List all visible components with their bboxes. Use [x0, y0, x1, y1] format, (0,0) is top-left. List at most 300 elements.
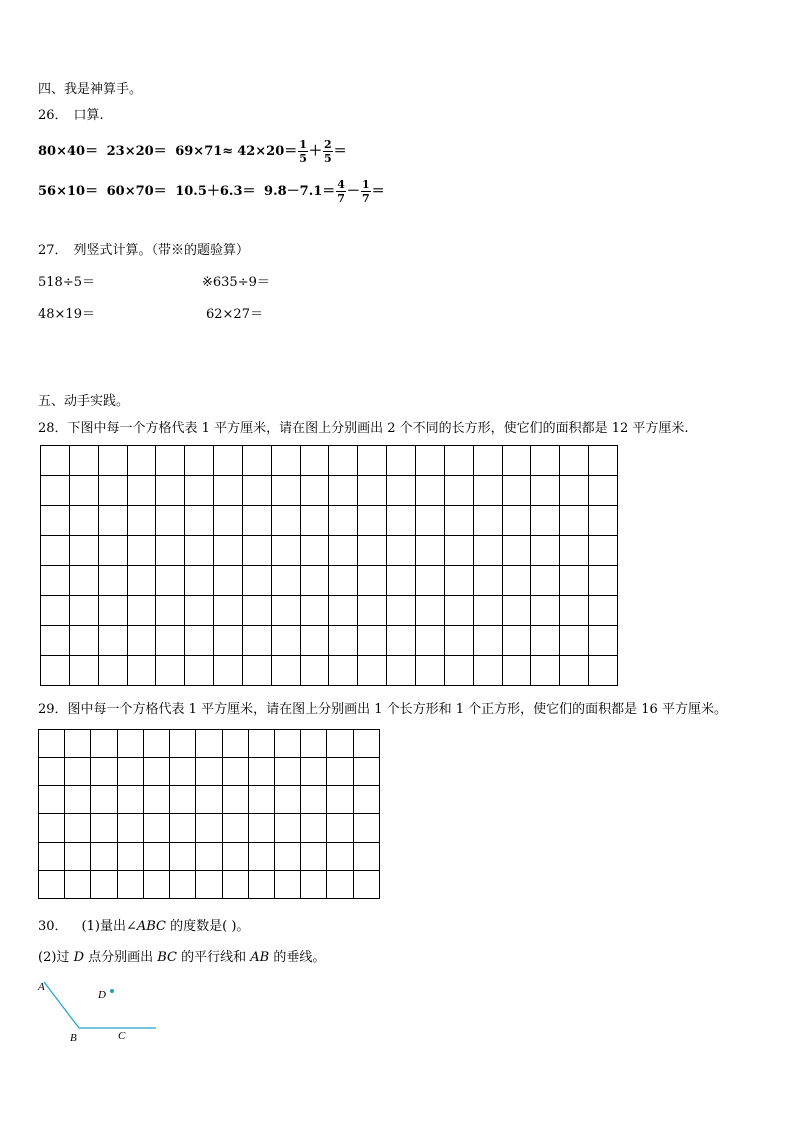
grid-cell	[271, 566, 300, 596]
grid-cell	[170, 870, 196, 898]
grid-cell	[415, 506, 444, 536]
grid-row	[41, 446, 618, 476]
grid-cell	[65, 758, 91, 786]
point-d-ref: D	[73, 950, 84, 965]
equals: ＝	[333, 144, 347, 159]
grid-cell	[156, 506, 185, 536]
grid-cell	[214, 506, 243, 536]
grid-cell	[248, 814, 274, 842]
grid-cell	[156, 656, 185, 686]
grid-cell	[271, 656, 300, 686]
grid-cell	[39, 730, 65, 758]
grid-cell	[473, 506, 502, 536]
grid-cell	[415, 596, 444, 626]
grid-cell	[127, 476, 156, 506]
q27-title-line	[38, 239, 249, 258]
grid-cell	[170, 814, 196, 842]
grid-cell	[301, 870, 327, 898]
q26-title-line	[38, 104, 104, 123]
grid-cell	[170, 786, 196, 814]
grid-cell	[69, 476, 98, 506]
grid-cell	[300, 536, 329, 566]
grid-row	[41, 656, 618, 686]
grid-cell	[502, 476, 531, 506]
grid-cell	[98, 626, 127, 656]
grid-cell	[353, 870, 379, 898]
grid-cell	[41, 566, 70, 596]
segment-bc-ref: BC	[157, 950, 178, 965]
grid-cell	[98, 536, 127, 566]
grid-row	[41, 596, 618, 626]
grid-cell	[329, 626, 358, 656]
grid-cell	[91, 814, 117, 842]
grid-cell	[91, 870, 117, 898]
grid-cell	[415, 566, 444, 596]
grid-cell	[301, 842, 327, 870]
grid-cell	[41, 656, 70, 686]
grid-cell	[185, 656, 214, 686]
grid-cell	[222, 870, 248, 898]
grid-cell	[98, 566, 127, 596]
grid-cell	[358, 536, 387, 566]
point-d	[110, 989, 114, 993]
fraction: $\frac{4}{7}$	[337, 178, 345, 205]
q29-grid	[38, 729, 380, 899]
grid-cell	[242, 536, 271, 566]
grid-cell	[127, 656, 156, 686]
fraction: $\frac{2}{5}$	[323, 138, 332, 165]
grid-cell	[242, 446, 271, 476]
q30-part2-suffix: 的垂线。	[269, 950, 326, 965]
grid-cell	[473, 566, 502, 596]
grid-cell	[65, 814, 91, 842]
grid-cell	[589, 476, 618, 506]
q30-part1-prefix: (1)量出∠	[81, 919, 137, 934]
grid-cell	[98, 506, 127, 536]
grid-cell	[444, 476, 473, 506]
grid-cell	[170, 842, 196, 870]
grid-cell	[185, 566, 214, 596]
grid-cell	[274, 870, 300, 898]
grid-cell	[156, 566, 185, 596]
q27-title: 列竖式计算。（带※的题验算）	[73, 243, 250, 258]
grid-cell	[353, 758, 379, 786]
grid-cell	[41, 596, 70, 626]
grid-cell	[473, 446, 502, 476]
grid-cell	[98, 656, 127, 686]
grid-cell	[248, 730, 274, 758]
q26-expr: 42×20＝	[237, 144, 298, 159]
grid-cell	[143, 814, 169, 842]
grid-cell	[65, 842, 91, 870]
grid-cell	[39, 758, 65, 786]
grid-cell	[444, 626, 473, 656]
grid-cell	[117, 730, 143, 758]
grid-cell	[415, 536, 444, 566]
grid-row	[41, 566, 618, 596]
grid-row	[41, 536, 618, 566]
grid-cell	[185, 506, 214, 536]
q27-item: 518÷5＝	[38, 275, 95, 290]
grid-cell	[156, 626, 185, 656]
grid-cell	[185, 626, 214, 656]
grid-cell	[214, 446, 243, 476]
q30-part2-mid2: 的平行线和	[177, 950, 251, 965]
grid-cell	[353, 814, 379, 842]
grid-cell	[98, 476, 127, 506]
grid-cell	[300, 566, 329, 596]
grid-row	[39, 842, 380, 870]
segment-ab-ref: AB	[250, 950, 270, 965]
grid-cell	[91, 730, 117, 758]
grid-cell	[271, 476, 300, 506]
grid-cell	[127, 566, 156, 596]
grid-cell	[415, 476, 444, 506]
grid-cell	[589, 626, 618, 656]
grid-cell	[214, 476, 243, 506]
grid-cell	[65, 870, 91, 898]
grid-cell	[387, 506, 416, 536]
q26-expr: 23×20＝	[106, 144, 167, 159]
grid-cell	[242, 596, 271, 626]
grid-cell	[353, 786, 379, 814]
grid-cell	[143, 730, 169, 758]
grid-cell	[143, 786, 169, 814]
grid-cell	[222, 786, 248, 814]
grid-cell	[444, 566, 473, 596]
grid-row	[41, 506, 618, 536]
grid-cell	[69, 626, 98, 656]
grid-cell	[271, 536, 300, 566]
grid-cell	[117, 758, 143, 786]
grid-cell	[473, 476, 502, 506]
grid-cell	[358, 656, 387, 686]
grid-cell	[531, 476, 560, 506]
q27-item: ※635÷9＝	[202, 275, 270, 290]
grid-cell	[387, 656, 416, 686]
grid-cell	[473, 626, 502, 656]
grid-cell	[358, 626, 387, 656]
grid-row	[39, 786, 380, 814]
grid-cell	[531, 566, 560, 596]
grid-cell	[502, 656, 531, 686]
q30-part2-prefix: (2)过	[38, 950, 74, 965]
grid-cell	[502, 596, 531, 626]
grid-cell	[444, 656, 473, 686]
grid-cell	[300, 596, 329, 626]
grid-cell	[327, 786, 353, 814]
grid-cell	[531, 506, 560, 536]
q30-part1-suffix: 的度数是( )。	[166, 919, 250, 934]
grid-cell	[327, 758, 353, 786]
q27-number: 27．	[38, 243, 68, 258]
grid-cell	[274, 842, 300, 870]
grid-cell	[242, 476, 271, 506]
grid-cell	[301, 758, 327, 786]
grid-cell	[242, 656, 271, 686]
grid-cell	[358, 446, 387, 476]
grid-cell	[91, 842, 117, 870]
grid-cell	[387, 626, 416, 656]
grid-cell	[415, 446, 444, 476]
grid-cell	[327, 842, 353, 870]
grid-cell	[589, 596, 618, 626]
grid-cell	[473, 536, 502, 566]
grid-cell	[329, 446, 358, 476]
grid-cell	[329, 566, 358, 596]
grid-cell	[589, 536, 618, 566]
grid-cell	[560, 476, 589, 506]
q26-expr: 60×70＝	[106, 184, 167, 199]
grid-cell	[502, 626, 531, 656]
grid-cell	[185, 446, 214, 476]
grid-cell	[156, 596, 185, 626]
grid-cell	[444, 446, 473, 476]
grid-cell	[387, 566, 416, 596]
grid-cell	[214, 626, 243, 656]
q26-row1	[38, 138, 347, 165]
grid-cell	[301, 730, 327, 758]
q30-part2-mid1: 点分别画出	[84, 950, 158, 965]
grid-cell	[473, 656, 502, 686]
grid-row	[41, 626, 618, 656]
fraction: $\frac{1}{5}$	[299, 138, 307, 165]
grid-cell	[274, 786, 300, 814]
grid-row	[39, 758, 380, 786]
grid-cell	[589, 506, 618, 536]
grid-cell	[387, 536, 416, 566]
grid-cell	[329, 656, 358, 686]
grid-cell	[560, 566, 589, 596]
operator: ＋	[308, 144, 322, 159]
q26-row2	[38, 178, 385, 205]
grid-row	[39, 814, 380, 842]
grid-cell	[560, 626, 589, 656]
grid-cell	[69, 506, 98, 536]
grid-cell	[329, 506, 358, 536]
grid-cell	[301, 814, 327, 842]
q26-expr: 9.8－7.1＝	[264, 184, 336, 199]
grid-cell	[300, 626, 329, 656]
angle-figure	[30, 975, 170, 1045]
grid-cell	[39, 814, 65, 842]
grid-cell	[329, 536, 358, 566]
angle-name: ABC	[136, 919, 166, 934]
grid-cell	[387, 476, 416, 506]
grid-cell	[560, 656, 589, 686]
grid-cell	[196, 786, 222, 814]
grid-cell	[98, 446, 127, 476]
grid-cell	[502, 506, 531, 536]
grid-cell	[387, 446, 416, 476]
grid-cell	[300, 506, 329, 536]
label-b: B	[70, 1032, 77, 1044]
grid-cell	[69, 596, 98, 626]
grid-cell	[444, 536, 473, 566]
operator: －	[346, 184, 360, 199]
grid-cell	[415, 626, 444, 656]
grid-row	[41, 476, 618, 506]
grid-cell	[41, 626, 70, 656]
grid-cell	[271, 446, 300, 476]
grid-cell	[274, 730, 300, 758]
grid-cell	[560, 446, 589, 476]
grid-cell	[127, 596, 156, 626]
grid-row	[39, 870, 380, 898]
grid-cell	[222, 758, 248, 786]
q26-expr: 10.5＋6.3＝	[175, 184, 256, 199]
q26-expr: 56×10＝	[38, 184, 99, 199]
grid-cell	[248, 842, 274, 870]
grid-cell	[444, 506, 473, 536]
grid-cell	[353, 842, 379, 870]
q27-item: 48×19＝	[38, 307, 95, 322]
grid-cell	[117, 814, 143, 842]
grid-cell	[531, 596, 560, 626]
grid-cell	[327, 730, 353, 758]
grid-cell	[214, 566, 243, 596]
grid-cell	[117, 842, 143, 870]
grid-cell	[170, 758, 196, 786]
grid-cell	[589, 566, 618, 596]
grid-cell	[170, 730, 196, 758]
grid-cell	[502, 446, 531, 476]
grid-cell	[39, 786, 65, 814]
label-d: D	[98, 989, 106, 1001]
grid-cell	[65, 730, 91, 758]
grid-cell	[531, 446, 560, 476]
grid-cell	[117, 786, 143, 814]
grid-cell	[473, 596, 502, 626]
q26-expr: 69×71≈	[175, 144, 234, 159]
grid-row	[39, 730, 380, 758]
grid-cell	[358, 476, 387, 506]
grid-cell	[502, 566, 531, 596]
label-c: C	[118, 1030, 126, 1042]
grid-cell	[271, 506, 300, 536]
grid-cell	[531, 656, 560, 686]
grid-cell	[39, 842, 65, 870]
grid-cell	[248, 786, 274, 814]
section4-heading: 四、我是神算手。	[38, 82, 143, 97]
grid-cell	[143, 842, 169, 870]
grid-cell	[196, 814, 222, 842]
grid-cell	[41, 506, 70, 536]
grid-cell	[242, 626, 271, 656]
grid-cell	[531, 536, 560, 566]
grid-cell	[248, 870, 274, 898]
q26-title: 口算.	[73, 108, 104, 123]
grid-cell	[222, 730, 248, 758]
grid-cell	[327, 870, 353, 898]
grid-cell	[444, 596, 473, 626]
grid-cell	[156, 476, 185, 506]
grid-cell	[127, 446, 156, 476]
grid-cell	[196, 842, 222, 870]
equals: ＝	[371, 184, 385, 199]
q29-text: 29．图中每一个方格代表 1 平方厘米，请在图上分别画出 1 个长方形和 1 个正方形，使它们的面积都是 16 平方厘米。	[38, 702, 727, 717]
grid-cell	[271, 596, 300, 626]
segment-ab	[44, 982, 79, 1028]
grid-cell	[274, 814, 300, 842]
grid-cell	[353, 730, 379, 758]
grid-cell	[143, 870, 169, 898]
grid-cell	[358, 506, 387, 536]
grid-cell	[327, 814, 353, 842]
grid-cell	[127, 536, 156, 566]
grid-cell	[41, 536, 70, 566]
grid-cell	[69, 446, 98, 476]
grid-cell	[69, 536, 98, 566]
fraction: $\frac{1}{7}$	[361, 178, 370, 205]
q28-grid	[40, 445, 618, 686]
grid-cell	[185, 536, 214, 566]
grid-cell	[242, 566, 271, 596]
grid-cell	[242, 506, 271, 536]
section5-heading: 五、动手实践。	[38, 394, 130, 409]
grid-cell	[300, 656, 329, 686]
grid-cell	[156, 446, 185, 476]
grid-cell	[358, 566, 387, 596]
grid-cell	[91, 786, 117, 814]
grid-cell	[185, 476, 214, 506]
q30-part2	[38, 946, 325, 965]
grid-cell	[39, 870, 65, 898]
grid-cell	[560, 536, 589, 566]
grid-cell	[560, 596, 589, 626]
grid-cell	[502, 536, 531, 566]
grid-cell	[196, 730, 222, 758]
grid-cell	[214, 536, 243, 566]
grid-cell	[127, 506, 156, 536]
grid-cell	[222, 814, 248, 842]
q30-number: 30．	[38, 919, 68, 934]
grid-cell	[98, 596, 127, 626]
grid-cell	[387, 596, 416, 626]
grid-cell	[560, 506, 589, 536]
grid-cell	[271, 626, 300, 656]
grid-cell	[300, 476, 329, 506]
q28-text: 28．下图中每一个方格代表 1 平方厘米，请在图上分别画出 2 个不同的长方形，使它们的面积都是 12 平方厘米.	[38, 421, 689, 436]
grid-cell	[329, 596, 358, 626]
grid-cell	[222, 842, 248, 870]
q30-part1	[38, 915, 249, 934]
label-a: A	[38, 981, 45, 993]
q26-number: 26．	[38, 108, 68, 123]
grid-cell	[69, 566, 98, 596]
grid-cell	[358, 596, 387, 626]
grid-cell	[69, 656, 98, 686]
grid-cell	[300, 446, 329, 476]
grid-cell	[156, 536, 185, 566]
grid-cell	[589, 446, 618, 476]
grid-cell	[196, 758, 222, 786]
grid-cell	[41, 476, 70, 506]
grid-cell	[248, 758, 274, 786]
grid-cell	[143, 758, 169, 786]
grid-cell	[214, 656, 243, 686]
grid-cell	[301, 786, 327, 814]
grid-cell	[589, 656, 618, 686]
grid-cell	[117, 870, 143, 898]
grid-cell	[196, 870, 222, 898]
grid-cell	[65, 786, 91, 814]
grid-cell	[214, 596, 243, 626]
q27-item: 62×27＝	[206, 307, 263, 322]
grid-cell	[41, 446, 70, 476]
grid-cell	[329, 476, 358, 506]
grid-cell	[415, 656, 444, 686]
